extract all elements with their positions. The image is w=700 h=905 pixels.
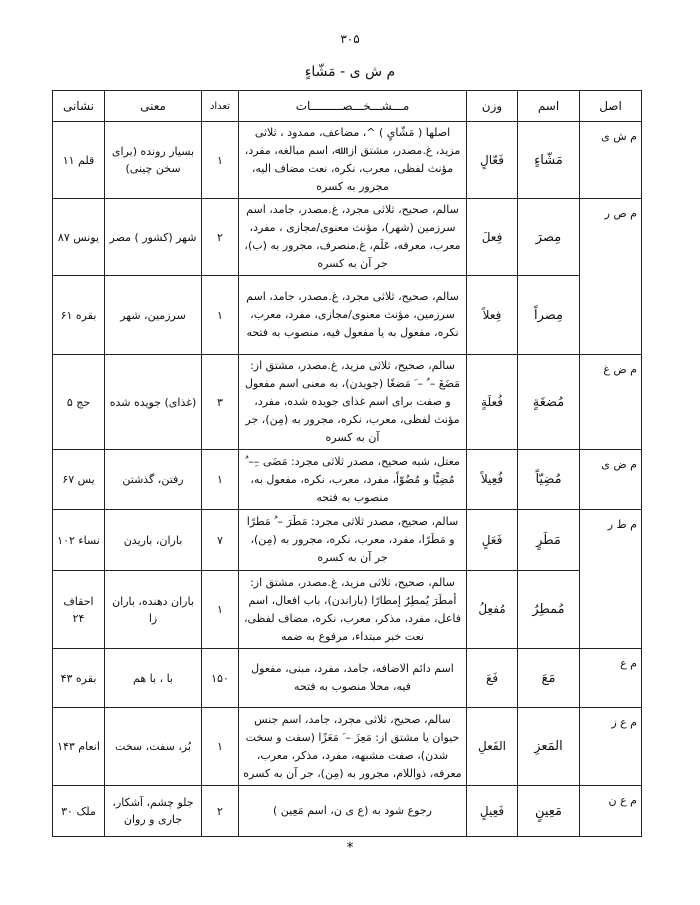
meaning-cell: رفتن، گذشتن [105, 450, 202, 510]
noun-cell: مَعِینٍ [518, 786, 580, 837]
noun-cell: مَعَ [518, 649, 580, 708]
root-cell: م ض ی [580, 450, 642, 510]
pattern-cell: فَعّالٍ [467, 122, 518, 199]
table-row [53, 276, 642, 355]
description-cell: سالم، صحیح، ثلاثی مجرد، جامد، اسم جنس حیوان یا مشتق از: مَعِزَ – َ مَعَزًا (سفت و سخت شدن)، صفت مشبهه، مفرد، مذکر، معرب، معرفه، ذواللام، مجرور به (مِن)، جر آن به کسره [239, 708, 467, 786]
count-cell: ۷ [202, 510, 239, 571]
count-cell: ۱ [202, 708, 239, 786]
description-cell: رجوع شود به (ع ی ن، اسم مَعِین ) [239, 786, 467, 837]
table-row [53, 199, 642, 276]
pattern-cell: فِعلاً [467, 276, 518, 355]
count-cell: ۱ [202, 571, 239, 649]
reference-cell: یونس ۸۷ [53, 199, 105, 276]
footer-mark: * [346, 840, 354, 856]
pattern-cell: فَعَلٍ [467, 510, 518, 571]
table-row [53, 122, 642, 199]
count-cell: ۱ [202, 276, 239, 355]
noun-cell: مِصراً [518, 276, 580, 355]
reference-cell: یس ۶۷ [53, 450, 105, 510]
reference-cell: انعام ۱۴۳ [53, 708, 105, 786]
header-ref: نشانی [53, 91, 105, 122]
root-cell: م ع ن [580, 786, 642, 837]
header-pattern: وزن [467, 91, 518, 122]
reference-cell: ملک ۳۰ [53, 786, 105, 837]
root-cell: م ش ی [580, 122, 642, 199]
root-cell: م ض غ [580, 355, 642, 450]
noun-cell: مُمطِرُ [518, 571, 580, 649]
meaning-cell: بُز، سفت، سخت [105, 708, 202, 786]
root-cell: م ط ر [580, 510, 642, 649]
description-cell: سالم، صحیح، مصدر ثلاثی مجرد: مَطَرَ – ُ مَطرًا و مَطَرًا، مفرد، معرب، نکره، مجرور به (مِن)، جر آن به کسره [239, 510, 467, 571]
reference-cell: نساء ۱۰۲ [53, 510, 105, 571]
page-number: ۳۰۵ [340, 32, 360, 46]
pattern-cell: فُعِیلاً [467, 450, 518, 510]
header-count: تعداد [202, 91, 239, 122]
count-cell: ۱۵۰ [202, 649, 239, 708]
noun-cell: مَشّاءٍ [518, 122, 580, 199]
root-cell: م ص ر [580, 199, 642, 355]
header-meaning: معنی [105, 91, 202, 122]
noun-cell: مُضِیّاً [518, 450, 580, 510]
meaning-cell: باران، باریدن [105, 510, 202, 571]
count-cell: ۲ [202, 199, 239, 276]
table-row [53, 450, 642, 510]
noun-cell: مَطَرٍ [518, 510, 580, 571]
description-cell: سالم، صحیح، ثلاثی مجرد، غ.مصدر، جامد، اسم سرزمین، مؤنث معنوی/مجازی، مفرد، معرب، نکره، مفعول به یا مفعول فیه، منصوب به فتحه [239, 276, 467, 355]
page-title: م ش ی - مَشّاءٍ [304, 64, 396, 80]
reference-cell: بقره ۴۳ [53, 649, 105, 708]
root-cell: م ع [580, 649, 642, 708]
meaning-cell: شهر (کشور ) مصر [105, 199, 202, 276]
count-cell: ۱ [202, 122, 239, 199]
table-row [53, 355, 642, 450]
description-cell: معتل، شبه صحیح، مصدر ثلاثی مجرد: مَضَی –ِ– ُ مُضِیًّا و مُضُوّاً، مفرد، معرب، نکره، مفعول به، منصوب به فتحه [239, 450, 467, 510]
header-noun: اسم [518, 91, 580, 122]
description-cell: اسم دائم الاضافه، جامد، مفرد، مبنی، مفعول فیه، محلا منصوب به فتحه [239, 649, 467, 708]
reference-cell: بقره ۶۱ [53, 276, 105, 355]
description-cell: اصلها ( مَشّایٍ ) ^، مضاعف، ممدود ، ثلاثی مزید، غ.مصدر، مشتق از: ﷲ، اسم مبالغه، مفرد، مؤنث لفظی، معرب، نکره، نعت مضاف الیه، مجرور به کسره [239, 122, 467, 199]
pattern-cell: فُعلَةٍ [467, 355, 518, 450]
reference-cell: قلم ۱۱ [53, 122, 105, 199]
meaning-cell: باران دهنده، باران زا [105, 571, 202, 649]
meaning-cell: بسیار رونده (برای سخن چینی) [105, 122, 202, 199]
table-row [53, 786, 642, 837]
table-header [53, 91, 642, 122]
pattern-cell: مُفعِلُ [467, 571, 518, 649]
noun-cell: مُضغَةٍ [518, 355, 580, 450]
noun-cell: مِصرَ [518, 199, 580, 276]
pattern-cell: فَعَ [467, 649, 518, 708]
root-cell: م ع ز [580, 708, 642, 786]
description-cell: سالم، صحیح، ثلاثی مزید، غ.مصدر، مشتق از: أمطَرَ یُمطِرُ إمطارًا (باراندن)، باب افعال، اسم فاعل، مفرد، مذکر، معرب، نکره، مضاف لفظی، نعت خبر مبتداء، مرفوع به ضمه [239, 571, 467, 649]
count-cell: ۳ [202, 355, 239, 450]
count-cell: ۱ [202, 450, 239, 510]
pattern-cell: فِعلَ [467, 199, 518, 276]
table-row [53, 510, 642, 571]
description-cell: سالم، صحیح، ثلاثی مزید، غ.مصدر، مشتق از: مَضَغَ – ُ – َ مَضغًا (جویدن)، به معنی اسم مفعول و صفت برای اسم غذای جویده شده، مفرد، مؤنث لفظی، معرب، نکره، مجرور به (مِن)، جر آن به کسره [239, 355, 467, 450]
header-root: اصل [580, 91, 642, 122]
pattern-cell: الفَعلِ [467, 708, 518, 786]
meaning-cell: (غذای) جویده شده [105, 355, 202, 450]
noun-cell: المَعزِ [518, 708, 580, 786]
pattern-cell: فَعِیلٍ [467, 786, 518, 837]
table-row [53, 649, 642, 708]
reference-cell: حج ۵ [53, 355, 105, 450]
word-table [52, 90, 642, 837]
meaning-cell: سرزمین، شهر [105, 276, 202, 355]
table-row [53, 571, 642, 649]
table-row [53, 708, 642, 786]
reference-cell: احقاف ۲۴ [53, 571, 105, 649]
meaning-cell: با ، با هم [105, 649, 202, 708]
header-desc: مـــشـــخـــصـــــــــات [239, 91, 467, 122]
description-cell: سالم، صحیح، ثلاثی مجرد، غ.مصدر، جامد، اسم سرزمین (شهر)، مؤنث معنوی/مجازی ، مفرد، معرب، معرفه، عَلَم، غ.منصرف، مجرور به (ب)، جر آن به کسره [239, 199, 467, 276]
meaning-cell: جلو چشم، آشکار، جاری و روان [105, 786, 202, 837]
count-cell: ۲ [202, 786, 239, 837]
